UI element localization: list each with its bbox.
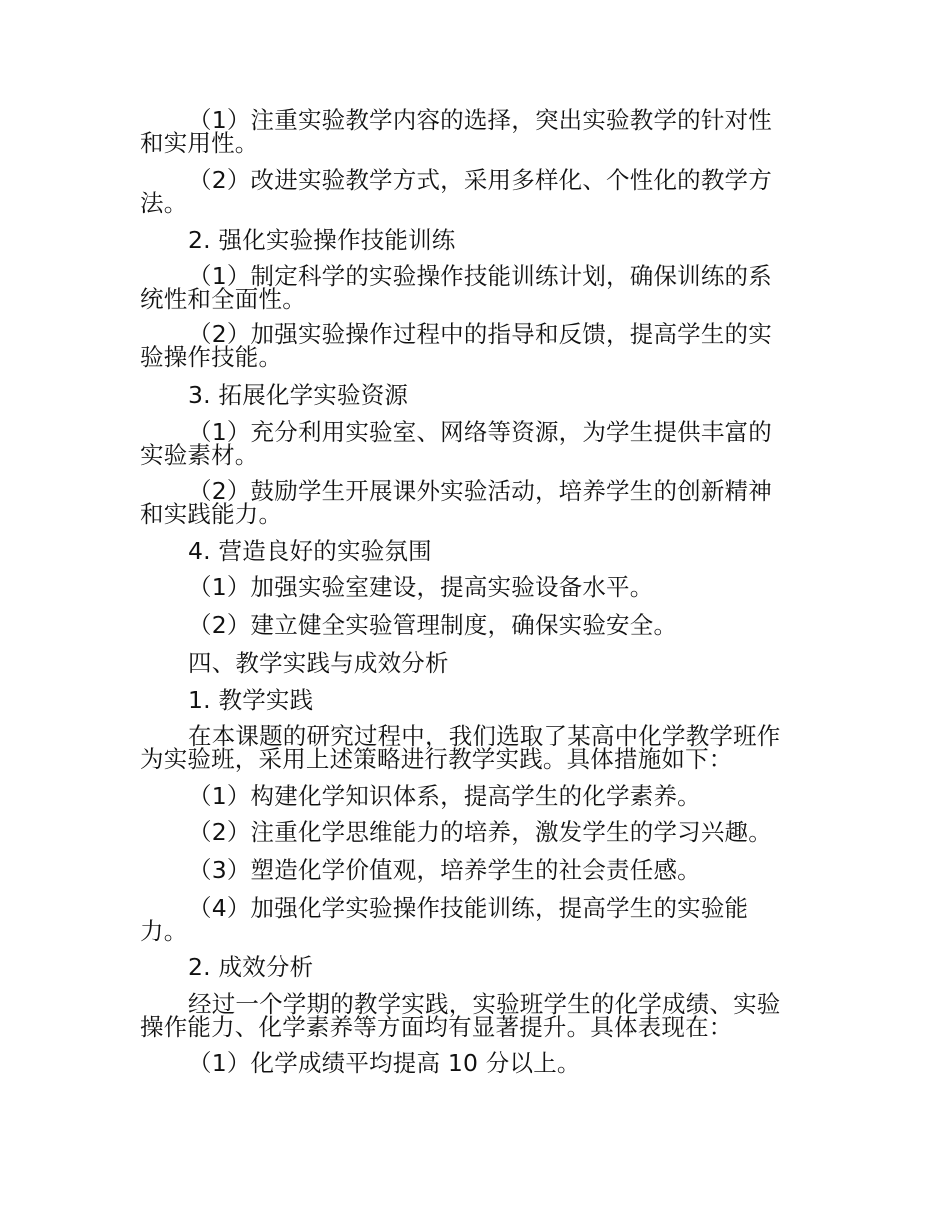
text-line: 操作能力、化学素养等方面均有显著提升。具体表现在： — [140, 1013, 733, 1041]
section-heading: 四、教学实践与成效分析 — [188, 649, 449, 677]
text-line: （2）改进实验教学方式，采用多样化、个性化的教学方 — [188, 166, 772, 194]
text-line: 为实验班，采用上述策略进行教学实践。具体措施如下： — [140, 745, 733, 773]
heading-line: 4. 营造良好的实验氛围 — [188, 537, 432, 565]
text-line: （1）制定科学的实验操作技能训练计划，确保训练的系 — [188, 262, 772, 290]
text-line: （2）建立健全实验管理制度，确保实验安全。 — [188, 611, 678, 639]
text-line: （1）充分利用实验室、网络等资源，为学生提供丰富的 — [188, 418, 772, 446]
text-line: （2）鼓励学生开展课外实验活动，培养学生的创新精神 — [188, 477, 772, 505]
text-line: （1）化学成绩平均提高 10 分以上。 — [188, 1049, 581, 1077]
text-line: 在本课题的研究过程中，我们选取了某高中化学教学班作 — [188, 722, 781, 750]
text-line: 验操作技能。 — [140, 343, 283, 371]
heading-line: 2. 成效分析 — [188, 953, 314, 981]
heading-line: 3. 拓展化学实验资源 — [188, 381, 409, 409]
text-line: 和实用性。 — [140, 129, 259, 157]
text-line: 经过一个学期的教学实践，实验班学生的化学成绩、实验 — [188, 990, 781, 1018]
text-line: 法。 — [140, 189, 188, 217]
text-line: （4）加强化学实验操作技能训练，提高学生的实验能 — [188, 894, 749, 922]
heading-line: 2. 强化实验操作技能训练 — [188, 226, 456, 254]
text-line: 和实践能力。 — [140, 500, 283, 528]
text-line: 实验素材。 — [140, 441, 259, 469]
heading-line: 1. 教学实践 — [188, 686, 314, 714]
text-line: 力。 — [140, 917, 188, 945]
text-line: （2）加强实验操作过程中的指导和反馈，提高学生的实 — [188, 320, 772, 348]
text-line: （1）注重实验教学内容的选择，突出实验教学的针对性 — [188, 106, 772, 134]
text-line: （2）注重化学思维能力的培养，激发学生的学习兴趣。 — [188, 818, 772, 846]
text-line: （1）构建化学知识体系，提高学生的化学素养。 — [188, 782, 701, 810]
text-line: 统性和全面性。 — [140, 285, 306, 313]
text-line: （1）加强实验室建设，提高实验设备水平。 — [188, 573, 654, 601]
text-line: （3）塑造化学价值观，培养学生的社会责任感。 — [188, 856, 701, 884]
